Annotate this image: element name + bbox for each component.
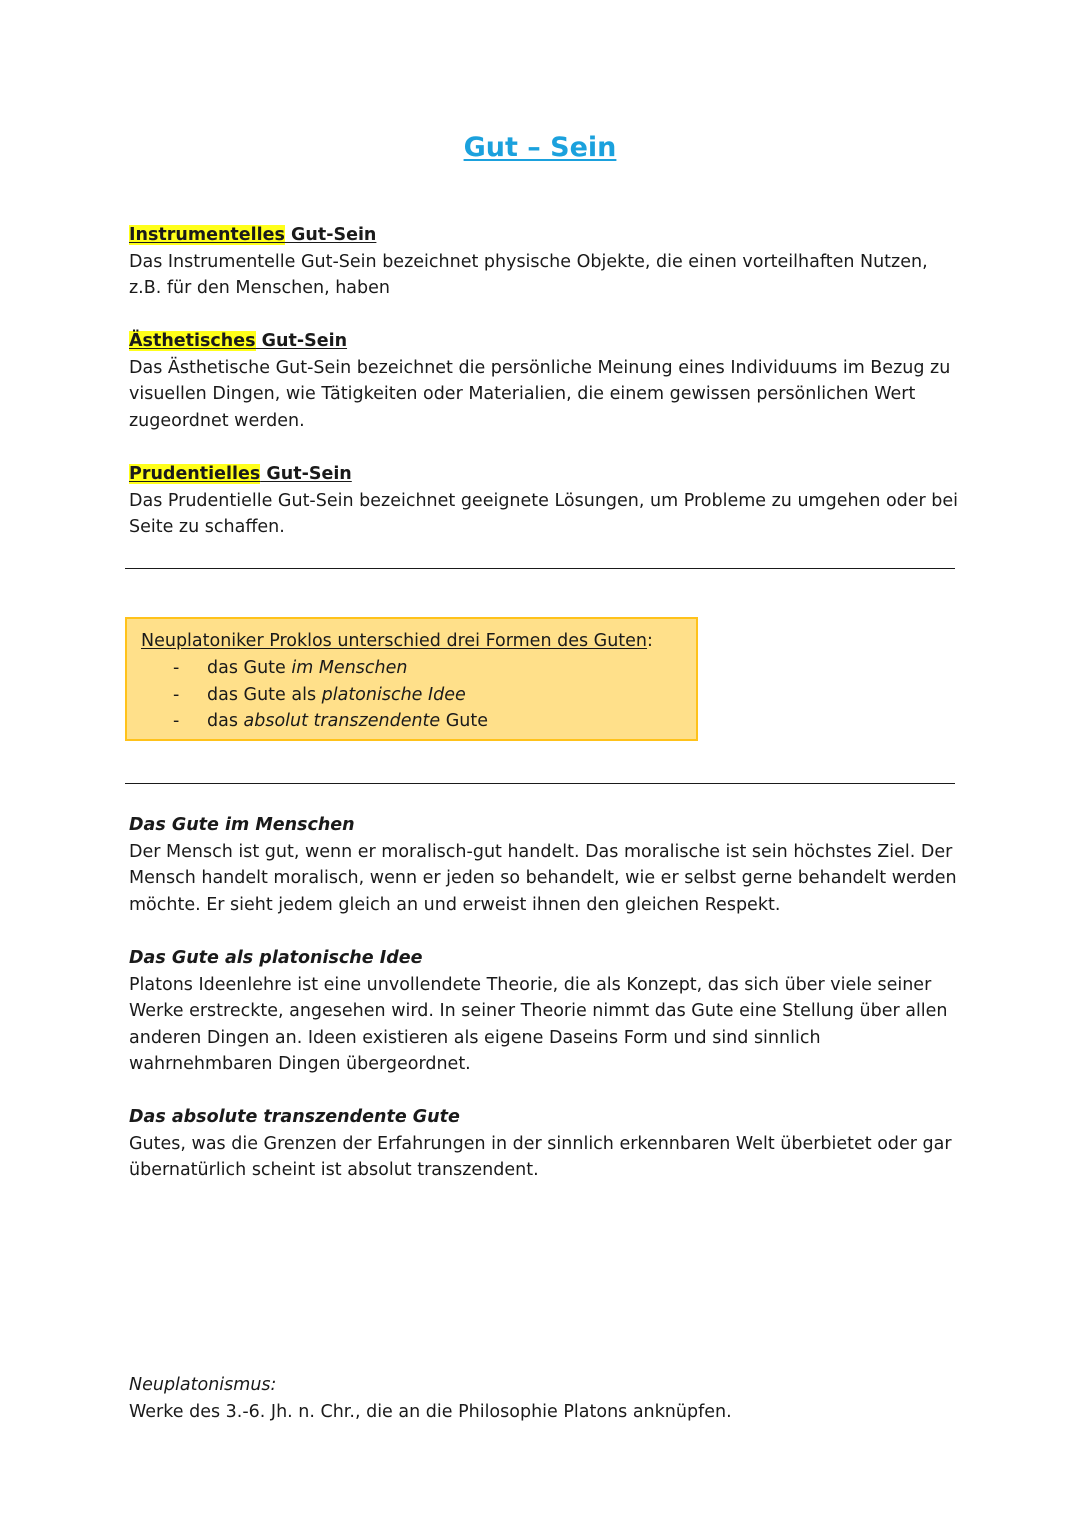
section-aesthetisches (129, 328, 959, 434)
list-item (141, 655, 488, 682)
form-text: Gutes, was die Grenzen der Erfahrungen in der sinnlich erkennbaren Welt überbietet oder gar übernatürlich scheint ist absolut transzendent. (129, 1133, 952, 1180)
heading-rest: Gut-Sein (255, 331, 348, 351)
item-text: das (207, 711, 244, 731)
item-text: das Gute als (207, 684, 322, 705)
proklos-box (125, 617, 698, 741)
form-gute-im-menschen (129, 812, 959, 918)
form-absolut-transzendent (129, 1104, 959, 1184)
box-title-text: Neuplatoniker Proklos unterschied drei Formen des Guten (141, 631, 648, 651)
item-italic: absolut transzendente (243, 711, 441, 731)
footnote (129, 1372, 959, 1425)
dash-bullet: - (173, 658, 180, 678)
highlight-term: Ästhetisches (129, 331, 256, 351)
dash-bullet: - (173, 684, 180, 705)
box-title-colon: : (647, 631, 653, 651)
form-heading: Das Gute im Menschen (129, 815, 355, 835)
heading-rest: Gut-Sein (284, 225, 377, 245)
section-text: Das Ästhetische Gut-Sein bezeichnet die persönliche Meinung eines Individuums im Bezug zu visuellen Dingen, wie Tätigkeiten oder Materialien, die einem gewissen persönlichen Wert zugeordnet werden. (129, 357, 951, 431)
form-heading: Das Gute als platonische Idee (129, 948, 423, 968)
item-italic: platonische Idee (321, 684, 466, 705)
section-prudentielles (129, 461, 959, 541)
section-instrumentelles (129, 222, 959, 302)
highlight-term: Prudentielles (129, 464, 261, 484)
form-platonische-idee (129, 945, 959, 1078)
divider-line (125, 783, 955, 784)
box-list (141, 655, 488, 735)
highlight-term: Instrumentelles (129, 225, 285, 245)
page-title: Gut – Sein (463, 132, 617, 163)
form-text: Der Mensch ist gut, wenn er moralisch-gut handelt. Das moralische ist sein höchstes Ziel. Der Mensch handelt moralisch, wenn er jeden so behandelt, wie er selbst gerne behandelt werden möchte. Er sieht jedem gleich an und erweist ihnen den gleichen Respekt. (129, 841, 957, 915)
item-italic: im Menschen (291, 658, 408, 678)
footnote-term: Neuplatonismus: (129, 1375, 277, 1395)
list-item (141, 708, 488, 735)
form-heading: Das absolute transzendente Gute (129, 1107, 460, 1127)
section-heading (129, 222, 959, 249)
section-heading (129, 461, 959, 488)
list-item (141, 682, 488, 709)
divider-line (125, 568, 955, 569)
form-text: Platons Ideenlehre ist eine unvollendete Theorie, die als Konzept, das sich über viele seiner Werke erstreckte, angesehen wird. In seiner Theorie nimmt das Gute eine Stellung über allen anderen Dingen an. Ideen existieren als eigene Daseins Form und sind sinnlich wahrnehmbaren Dingen übergeordnet. (129, 974, 948, 1074)
box-title (141, 628, 653, 655)
section-heading (129, 328, 959, 355)
heading-rest: Gut-Sein (260, 464, 352, 484)
section-text: Das Prudentielle Gut-Sein bezeichnet geeignete Lösungen, um Probleme zu umgehen oder bei Seite zu schaffen. (129, 490, 959, 537)
dash-bullet: - (173, 711, 180, 731)
footnote-text: Werke des 3.-6. Jh. n. Chr., die an die Philosophie Platons anknüpfen. (129, 1401, 732, 1422)
item-text-end: Gute (440, 711, 489, 731)
section-text: Das Instrumentelle Gut-Sein bezeichnet physische Objekte, die einen vorteilhaften Nutzen, z.B. für den Menschen, haben (129, 251, 928, 298)
item-text: das Gute (207, 658, 292, 678)
